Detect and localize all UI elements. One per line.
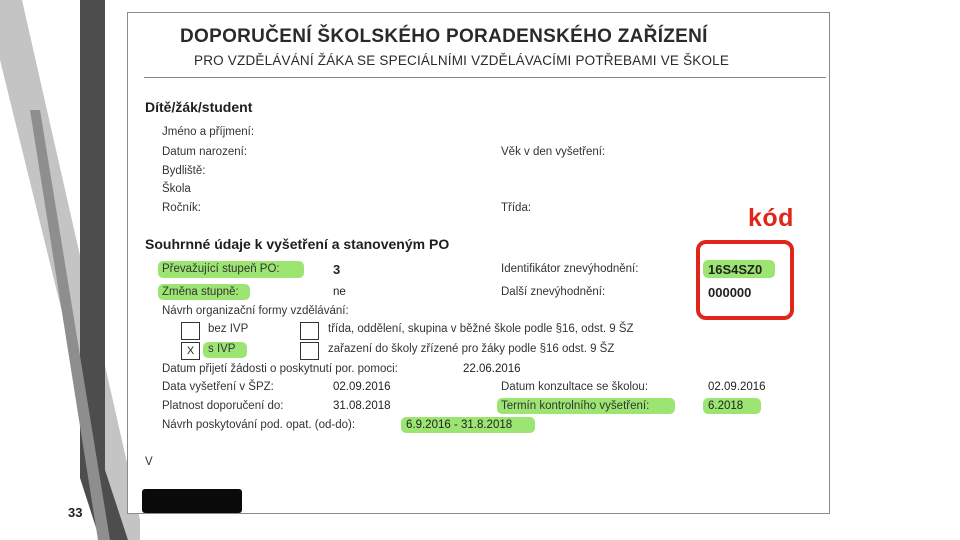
control-exam-label: Termín kontrolního vyšetření: [501,400,650,412]
option-with-ivp: s IVP [208,343,236,355]
option-no-ivp: bez IVP [208,323,249,335]
code-annotation-label: kód [748,204,794,232]
birth-date-label: Datum narození: [162,146,248,158]
control-exam-value: 6.2018 [708,400,744,412]
school-label: Škola [162,183,191,195]
name-label: Jméno a příjmení: [162,126,255,138]
stripe-light [0,0,140,540]
org-form-label: Návrh organizační formy vzdělávání: [162,305,349,317]
consultation-date-label: Datum konzultace se školou: [501,381,649,393]
checkbox-no-ivp [181,322,200,340]
residence-label: Bydliště: [162,165,206,177]
validity-value: 31.08.2018 [333,400,391,412]
place-label: V [145,456,153,468]
class-label: Třída: [501,202,532,214]
section-heading-child: Dítě/žák/student [145,99,253,115]
consultation-date-value: 02.09.2016 [708,381,766,393]
validity-label: Platnost doporučení do: [162,400,284,412]
disadvantage-id-value: 16S4SZ0 [708,262,763,277]
document-subtitle: PRO VZDĚLÁVÁNÍ ŽÁKA SE SPECIÁLNÍMI VZDĚLÁVACÍMI POTŘEBAMI VE ŠKOLE [194,53,730,68]
disadvantage-id-label: Identifikátor znevýhodnění: [501,263,639,275]
title-divider [144,77,826,78]
grade-label: Ročník: [162,202,201,214]
checkbox-with-ivp: X [181,342,200,360]
degree-label: Převažující stupeň PO: [162,263,280,275]
proposal-value: 6.9.2016 - 31.8.2018 [406,419,513,431]
degree-value: 3 [333,262,341,277]
decorative-stripes [0,0,140,540]
redaction-bar [142,489,242,513]
exam-date-value: 02.09.2016 [333,381,391,393]
change-label: Změna stupně: [162,286,239,298]
code-annotation-box [696,240,794,320]
checkbox-school [300,342,319,360]
other-disadvantage-value: 000000 [708,285,752,300]
option-class: třída, oddělení, skupina v běžné škole podle §16, odst. 9 ŠZ [328,323,634,335]
document-title: DOPORUČENÍ ŠKOLSKÉHO PORADENSKÉHO ZAŘÍZENÍ [180,26,708,47]
request-date-value: 22.06.2016 [463,363,521,375]
section-heading-summary: Souhrnné údaje k vyšetření a stanoveným PO [145,236,450,252]
proposal-label: Návrh poskytování pod. opat. (od-do): [162,419,356,431]
exam-date-label: Data vyšetření v ŠPZ: [162,381,274,393]
age-label: Věk v den vyšetření: [501,146,606,158]
change-value: ne [333,286,346,298]
checkbox-class [300,322,319,340]
option-school: zařazení do školy zřízené pro žáky podle §16 odst. 9 ŠZ [328,343,615,355]
slide-number: 33 [68,505,83,520]
request-date-label: Datum přijetí žádosti o poskytnutí por. pomoci: [162,363,398,375]
other-disadvantage-label: Další znevýhodnění: [501,286,606,298]
